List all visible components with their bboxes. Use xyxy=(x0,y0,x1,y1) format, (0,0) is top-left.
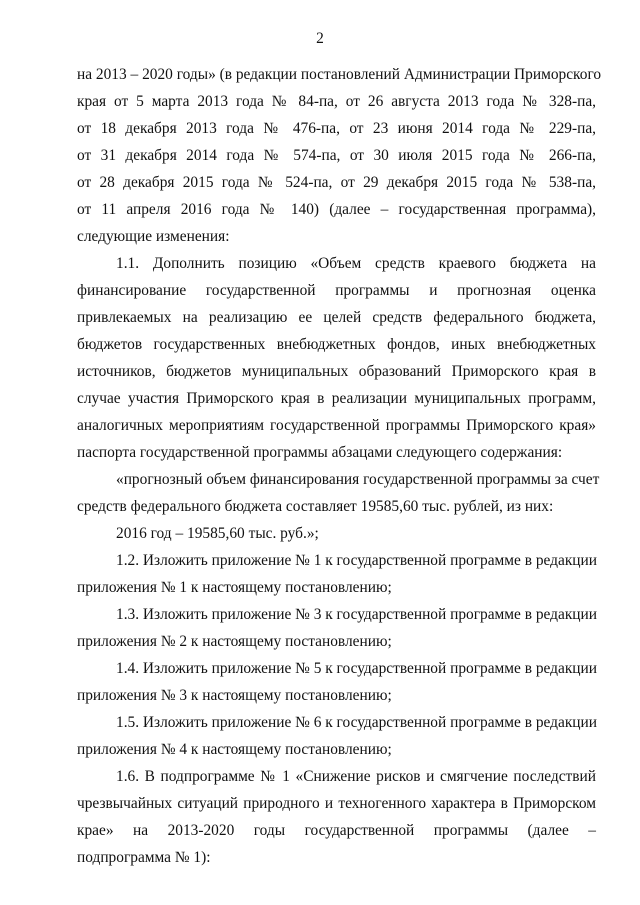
text-line: средств федерального бюджета составляет 19585,60 тыс. рублей, из них: xyxy=(77,498,554,515)
text-line: от 11 апреля 2016 года № 140) (далее – государственная программа), xyxy=(77,201,596,218)
text-line: паспорта государственной программы абзацами следующего содержания: xyxy=(77,444,563,461)
paragraph-1-4: 1.4. Изложить приложение № 5 к государственной программе в редакции xyxy=(116,660,598,677)
text-line: следующие изменения: xyxy=(77,228,230,245)
text-line: от 18 декабря 2013 года № 476-па, от 23 июня 2014 года № 229-па, xyxy=(77,120,596,137)
paragraph-1-3: 1.3. Изложить приложение № 3 к государственной программе в редакции xyxy=(116,606,598,623)
text-line: приложения № 4 к настоящему постановлению; xyxy=(77,741,392,758)
text-line: приложения № 3 к настоящему постановлению; xyxy=(77,687,392,704)
text-line: от 31 декабря 2014 года № 574-па, от 30 июля 2015 года № 266-па, xyxy=(77,147,596,164)
paragraph-1-6: 1.6. В подпрограмме № 1 «Снижение рисков и смягчение последствий xyxy=(116,768,596,785)
text-line: на 2013 – 2020 годы» (в редакции постановлений Администрации Приморского xyxy=(77,66,602,83)
text-line: аналогичных мероприятиям государственной программы Приморского края» xyxy=(77,417,596,434)
quote-line: «прогнозный объем финансирования государственной программы за счет xyxy=(116,471,600,488)
text-line: случае участия Приморского края в реализации муниципальных программ, xyxy=(77,390,596,407)
text-line: от 28 декабря 2015 года № 524-па, от 29 декабря 2015 года № 538-па, xyxy=(77,174,596,191)
text-line: бюджетов государственных внебюджетных фондов, иных внебюджетных xyxy=(77,336,596,353)
paragraph-1-2: 1.2. Изложить приложение № 1 к государственной программе в редакции xyxy=(116,552,598,569)
text-line: приложения № 2 к настоящему постановлению; xyxy=(77,633,392,650)
text-line: чрезвычайных ситуаций природного и техногенного характера в Приморском xyxy=(77,795,596,812)
paragraph-1-5: 1.5. Изложить приложение № 6 к государственной программе в редакции xyxy=(116,714,598,731)
text-line: привлекаемых на реализацию ее целей средств федерального бюджета, xyxy=(77,309,596,326)
text-line: финансирование государственной программы и прогнозная оценка xyxy=(77,282,596,299)
text-line: 2016 год – 19585,60 тыс. руб.»; xyxy=(116,525,319,542)
paragraph-1-1: 1.1. Дополнить позицию «Объем средств краевого бюджета на xyxy=(116,255,596,272)
text-line: крае» на 2013-2020 годы государственной программы (далее – xyxy=(77,822,596,839)
text-line: края от 5 марта 2013 года № 84-па, от 26 августа 2013 года № 328-па, xyxy=(77,93,596,110)
text-line: приложения № 1 к настоящему постановлению; xyxy=(77,579,392,596)
page-number: 2 xyxy=(316,30,324,47)
text-line: источников, бюджетов муниципальных образований Приморского края в xyxy=(77,363,596,380)
text-line: подпрограмма № 1): xyxy=(77,849,211,866)
